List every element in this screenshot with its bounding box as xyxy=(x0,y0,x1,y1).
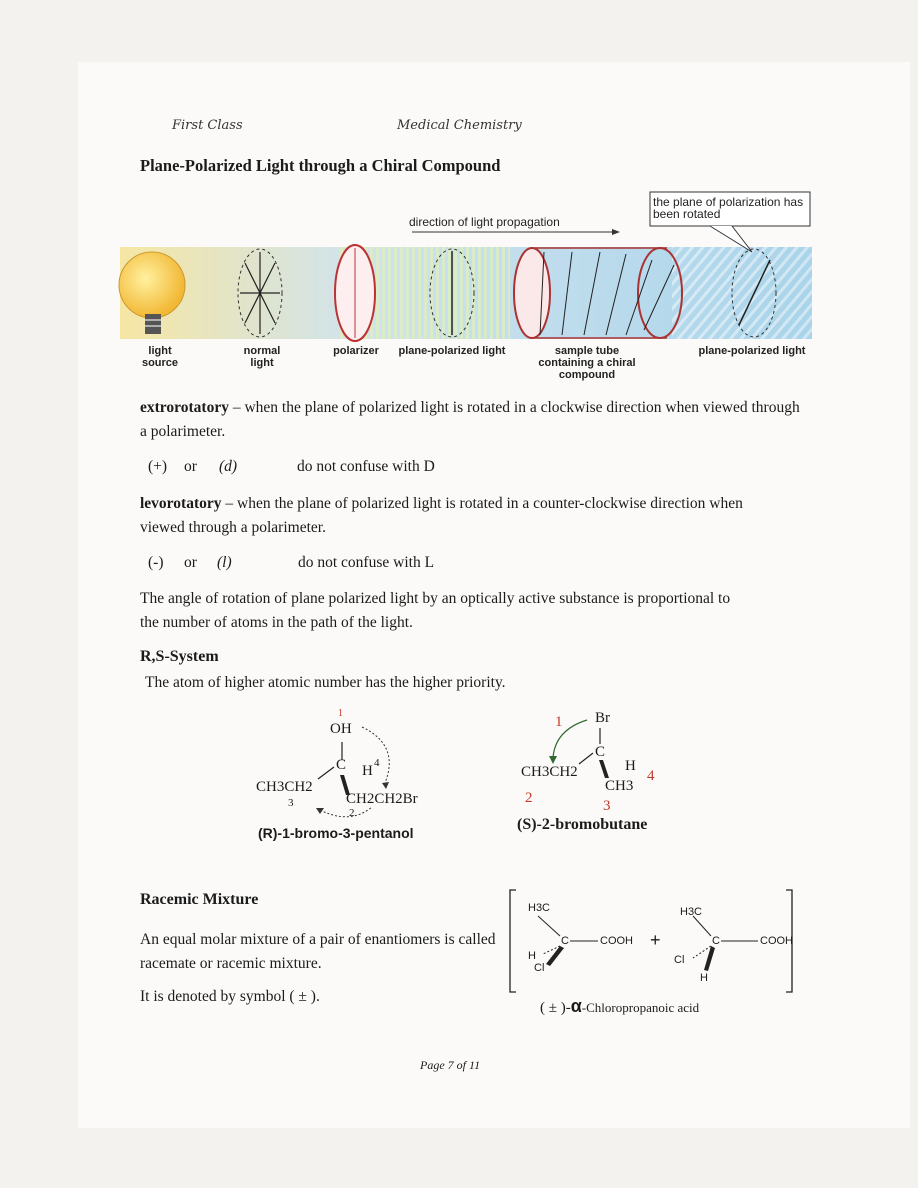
molecule-1-bonds xyxy=(250,705,470,845)
cl-right: Cl xyxy=(674,954,685,966)
label-normal-light: normal light xyxy=(243,345,281,369)
rotated-band xyxy=(672,247,812,339)
plus-sign: + xyxy=(650,930,661,950)
caption-rest: -Chloropropanoic acid xyxy=(581,1000,700,1015)
h3c-left: H3C xyxy=(528,902,551,914)
levo-symbol-minus: (-) xyxy=(148,554,164,571)
page-number: Page 7 of 11 xyxy=(420,1058,481,1072)
dextro-paragraph xyxy=(140,396,800,444)
mol2-priority-4: 4 xyxy=(647,768,655,784)
molecule-r-pentanol xyxy=(250,705,470,845)
mol2-br: Br xyxy=(595,710,610,726)
normal-light-icon xyxy=(238,249,282,337)
polarized-light-figure xyxy=(112,190,820,390)
dextro-note: do not confuse with D xyxy=(297,458,435,475)
levo-paragraph xyxy=(140,492,780,540)
dextro-term: extrorotatory xyxy=(140,399,229,416)
c-left: C xyxy=(561,935,569,947)
levo-definition: – when the plane of polarized light is rotated in a counter-clockwise direction when viewed through a polarimeter. xyxy=(140,495,743,536)
mol1-priority-2: 2 xyxy=(349,807,355,819)
mol2-priority-1: 1 xyxy=(555,714,563,730)
h-left: H xyxy=(528,950,536,962)
mol1-priority-1: 1 xyxy=(338,708,343,719)
mol2-c: C xyxy=(595,744,606,760)
mol2-priority-2: 2 xyxy=(525,790,533,806)
mol2-name: (S)-2-bromobutane xyxy=(517,816,648,833)
mol1-priority-4: 4 xyxy=(374,757,380,769)
mol1-priority-3: 3 xyxy=(288,797,294,809)
dextro-symbol-d: (d) xyxy=(219,458,238,475)
c-right: C xyxy=(712,935,720,947)
levo-note: do not confuse with L xyxy=(298,554,435,571)
header-subject: Medical Chemistry xyxy=(397,118,522,133)
racemic-title: Racemic Mixture xyxy=(140,891,259,908)
label-plane-polarized-1: plane-polarized light xyxy=(398,345,506,357)
rs-text: The atom of higher atomic number has the higher priority. xyxy=(145,674,506,691)
mol1-oh: OH xyxy=(330,721,352,737)
label-plane-polarized-2: plane-polarized light xyxy=(698,345,806,357)
callout-text: the plane of polarization has been rotated xyxy=(653,195,804,221)
polarizer-icon xyxy=(335,245,375,341)
racemic-figure xyxy=(508,886,798,996)
mol1-left-group: CH3CH2 xyxy=(256,779,313,795)
h-right: H xyxy=(700,972,708,984)
racemic-caption xyxy=(540,996,699,1017)
levo-or: or xyxy=(184,554,197,571)
racemic-symbol-text: It is denoted by symbol ( ± ). xyxy=(140,988,320,1005)
levo-term: levorotatory xyxy=(140,495,222,512)
direction-label: direction of light propagation xyxy=(409,215,560,229)
mol2-left-group: CH3CH2 xyxy=(521,764,578,780)
mol2-ch3: CH3 xyxy=(605,778,634,794)
light-bulb-icon xyxy=(119,252,185,318)
header-class: First Class xyxy=(172,118,243,133)
bulb-base xyxy=(145,314,161,334)
label-light-source: light source xyxy=(141,345,179,369)
section-title-polarized: Plane-Polarized Light through a Chiral Compound xyxy=(140,156,501,175)
label-sample-tube: sample tube containing a chiral compound xyxy=(538,345,636,381)
dextro-or: or xyxy=(184,458,197,475)
label-polarizer: polarizer xyxy=(333,345,379,357)
angle-paragraph: The angle of rotation of plane polarized light by an optically active substance is proportional to the number of atoms in the path of the light. xyxy=(140,590,731,631)
racemic-text: An equal molar mixture of a pair of enantiomers is called racemate or racemic mixture. xyxy=(140,931,496,972)
caption-alpha: α xyxy=(570,996,582,1016)
mol1-h: H xyxy=(362,763,373,779)
h3c-right: H3C xyxy=(680,906,703,918)
mol1-right-group: CH2CH2Br xyxy=(346,791,418,807)
dextro-symbol-plus: (+) xyxy=(148,458,168,475)
mol2-priority-3: 3 xyxy=(603,798,611,814)
molecule-s-bromobutane xyxy=(515,708,715,838)
mol1-name: (R)-1-bromo-3-pentanol xyxy=(258,825,414,841)
levo-symbol-l: (l) xyxy=(217,554,232,571)
mol1-c: C xyxy=(336,757,347,773)
cooh-right: COOH xyxy=(760,935,793,947)
cl-left: Cl xyxy=(534,962,545,974)
rs-title: R,S-System xyxy=(140,648,219,665)
mol2-h: H xyxy=(625,758,636,774)
cooh-left: COOH xyxy=(600,935,633,947)
dextro-definition: – when the plane of polarized light is rotated in a clockwise direction when viewed through a polarimeter. xyxy=(140,399,800,440)
caption-pm: ( ± )- xyxy=(540,1000,571,1016)
